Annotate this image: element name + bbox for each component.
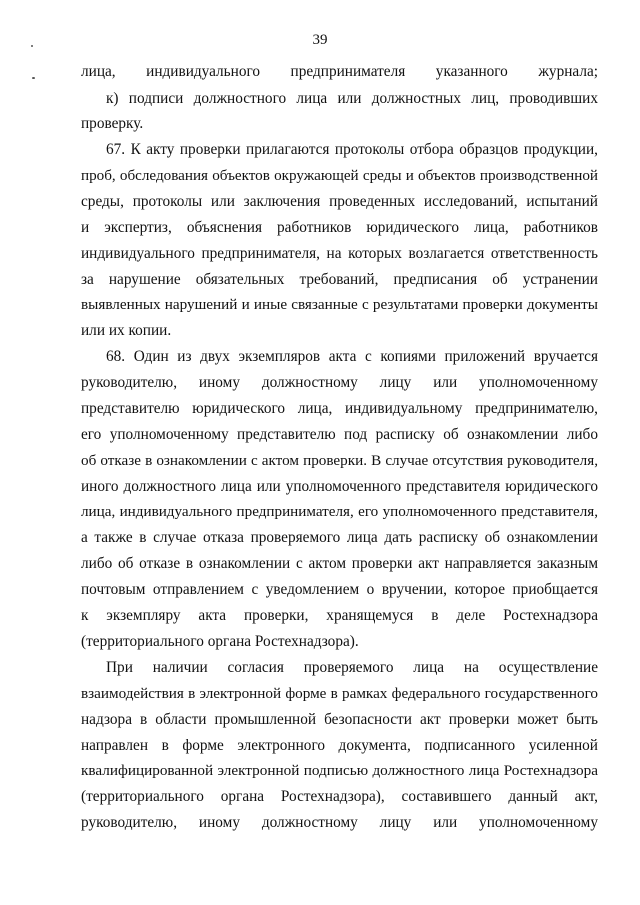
- text-line: его уполномоченному представителю под расписку об ознакомлении либо: [81, 426, 598, 443]
- text-line: (территориального органа Ростехнадзора), составившего данный акт,: [81, 788, 598, 805]
- text-line: иного должностного лица или уполномоченного представителя юридического: [81, 478, 598, 495]
- text-line: к) подписи должностного лица или должностных лиц, проводивших: [106, 90, 598, 107]
- page-number: 39: [312, 32, 328, 48]
- text-line: проб, обследования объектов окружающей среды и объектов производственной: [81, 168, 598, 184]
- text-line: или их копии.: [81, 322, 172, 339]
- scan-speck: [32, 77, 35, 79]
- text-line: представителю юридического лица, индивидуальному предпринимателю,: [81, 400, 598, 417]
- text-line: почтовым отправлением с уведомлением о вручении, которое приобщается: [81, 581, 598, 598]
- text-line: направлен в форме электронного документа, подписанного усиленной: [81, 737, 598, 754]
- text-line: а также в случае отказа проверяемого лица дать расписку об ознакомлении: [81, 529, 598, 546]
- text-line: индивидуального предпринимателя, на которых возлагается ответственность: [81, 245, 598, 262]
- text-line: за нарушение обязательных требований, предписания об устранении: [81, 271, 598, 288]
- text-line: (территориального органа Ростехнадзора).: [81, 633, 359, 650]
- text-line: об отказе в ознакомлении с актом проверки. В случае отсутствия руководителя,: [81, 452, 598, 469]
- text-line: среды, протоколы или заключения проведенных исследований, испытаний: [81, 193, 598, 210]
- text-line: 67. К акту проверки прилагаются протоколы отбора образцов продукции,: [106, 141, 598, 158]
- text-line: либо об отказе в ознакомлении с актом проверки акт направляется заказным: [81, 555, 598, 572]
- text-line: При наличии согласия проверяемого лица на осуществление: [106, 659, 598, 676]
- text-line: надзора в области промышленной безопасности акт проверки может быть: [81, 711, 598, 728]
- text-line: лица, индивидуального предпринимателя указанного журнала;: [81, 63, 598, 80]
- text-line: выявленных нарушений и иные связанные с результатами проверки документы: [81, 296, 598, 313]
- text-line: руководителю, иному должностному лицу или уполномоченному: [81, 814, 598, 831]
- text-line: руководителю, иному должностному лицу или уполномоченному: [81, 374, 598, 391]
- text-line: проверку.: [81, 115, 144, 132]
- scan-speck: [31, 45, 33, 47]
- text-line: к экземпляру акта проверки, хранящемуся в деле Ростехнадзора: [81, 607, 598, 624]
- text-line: 68. Один из двух экземпляров акта с копиями приложений вручается: [106, 348, 598, 365]
- text-line: лица, индивидуального предпринимателя, его уполномоченного представителя,: [81, 504, 598, 520]
- text-line: взаимодействия в электронной форме в рамках федерального государственного: [81, 685, 598, 702]
- text-line: и экспертиз, объяснения работников юридического лица, работников: [81, 219, 598, 236]
- text-line: квалифицированной электронной подписью должностного лица Ростехнадзора: [81, 762, 598, 779]
